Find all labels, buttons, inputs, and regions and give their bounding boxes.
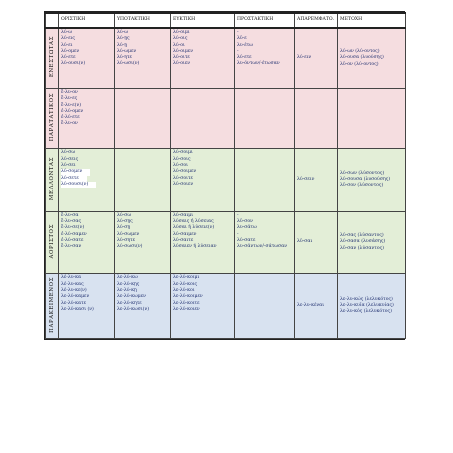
tense-label-cell [46, 149, 59, 212]
form-line: λύ-ετε [237, 55, 252, 61]
form-line: λύ-σατε [237, 238, 256, 244]
form-line: λύ-οιμεν [173, 48, 193, 54]
form-line: ἔ-λυ-σα [61, 212, 79, 218]
form-line: λύ-ειν [297, 55, 312, 61]
form-line: λύ-οις [173, 36, 188, 42]
form-line: λύ-σουσα (λυσούσης) [340, 176, 391, 182]
header-prostaktiki: ΠΡΟΣΤΑΚΤΙΚΗ [235, 13, 295, 28]
cell-euktiki [171, 149, 235, 212]
cell-metoxi [338, 149, 406, 212]
form-line: λε-λύ-κοιεν [173, 306, 200, 312]
cell-oristiki [59, 274, 115, 339]
form-line: λύ-ων (λύ-οντος) [340, 49, 380, 55]
form-line: λῦ-σον (λύσοντος) [340, 183, 384, 189]
form-line: ἔ-λυ-σαν [61, 244, 82, 250]
form-line: λυ-σάντων/-σάτωσαν [237, 244, 288, 250]
cell-oristiki [59, 88, 115, 148]
form-line: λύ-σοι [173, 162, 188, 168]
form-line: λῦ-ον (λύ-οντος) [340, 61, 379, 67]
cell-prostaktiki [235, 211, 295, 274]
form-line: ἔ-λυ-ες [61, 96, 78, 102]
conjugation-table [44, 11, 405, 340]
header-metoxi: ΜΕΤΟΧΗ [338, 13, 406, 28]
cell-prostaktiki [235, 149, 295, 212]
highlight-box: λύ-σουσι(ν) [61, 182, 96, 188]
cell-metoxi [338, 28, 406, 88]
verb-table [45, 12, 406, 339]
table-row [46, 88, 406, 148]
cell-euktiki [171, 88, 235, 148]
form-line: λῦ-σαν (λύσαντος) [340, 245, 384, 251]
form-line: ἐ-λύ-ετε [61, 115, 80, 121]
form-line: λε-λύ-κοιμεν [173, 294, 203, 300]
form-line: λε-λυ-κέναι [297, 303, 325, 309]
form-line: λε-λύ-κῃς [117, 281, 140, 287]
form-line: λυ-σάτω [237, 225, 257, 231]
cell-aparemfato [295, 88, 338, 148]
form-line: λύ-ει [61, 42, 73, 48]
highlight-box: λύ-σετε [61, 176, 87, 182]
form-line: - [237, 30, 239, 35]
tense-label: ΕΝΕΣΤΩΤΑΣ [48, 36, 55, 78]
cell-prostaktiki [235, 274, 295, 339]
form-line: ἔ-λυ-σας [61, 219, 82, 225]
form-line: λύ-σω [117, 212, 132, 218]
cell-metoxi [338, 88, 406, 148]
form-line: ἐ-λύ-σαμεν [61, 231, 87, 237]
form-line: λυ-έτω [237, 42, 253, 48]
cell-aparemfato [295, 274, 338, 339]
form-line: λύ-σοιτε [173, 175, 193, 181]
form-line: λέ-λυ-κε(ν) [61, 287, 87, 293]
form-line: λύ-σῃς [117, 219, 133, 225]
table-row [46, 28, 406, 88]
form-line: λύ-ῃ [117, 42, 128, 48]
cell-aparemfato [295, 211, 338, 274]
form-line: ἔ-λυ-ον [61, 89, 78, 95]
table-row [46, 149, 406, 212]
form-line: λύ-σασα (λυσάσης) [340, 239, 386, 245]
corner-cell [46, 13, 59, 28]
header-aparemfato: ΑΠΑΡΕΜΦΑΤΟ. [295, 13, 338, 28]
form-line: - [237, 212, 239, 218]
form-line: λύ-σοις [173, 156, 191, 162]
form-line: λύ-ουσι(ν) [61, 61, 86, 67]
form-line: λε-λυ-κός (λελυκότος) [340, 309, 392, 315]
form-line: λύ-σητε [117, 238, 136, 244]
form-line: λύ-εις [61, 36, 76, 42]
form-line: λε-λυ-κώς (λελυκότος) [340, 296, 393, 302]
tense-label: ΠΑΡΑΤΑΤΙΚΟΣ [48, 92, 55, 142]
form-line: λε-λύ-κοι [173, 287, 195, 293]
cell-euktiki [171, 211, 235, 274]
form-line: λύσαι ή λύσειε(ν) [173, 225, 215, 231]
form-line: λύ-οιεν [173, 61, 190, 67]
form-line: λῦ-σαι [297, 239, 313, 245]
tense-label-cell [46, 28, 59, 88]
form-line: ἔ-λυ-ον [61, 121, 78, 127]
table-row [46, 274, 406, 339]
form-line: λε-λύ-κωσι(ν) [117, 306, 150, 312]
form-line: λύ-οιμι [173, 30, 190, 35]
cell-oristiki [59, 28, 115, 88]
cell-aparemfato [295, 28, 338, 88]
form-line: λύ-σων (λύσοντος) [340, 170, 385, 176]
cell-metoxi [338, 211, 406, 274]
cell-ypotaktiki [115, 211, 171, 274]
cell-oristiki [59, 149, 115, 212]
highlight-box: λύ-σομεν [61, 169, 90, 175]
form-line: λυ-όντων/-έτωσαν [237, 61, 280, 67]
form-line: λύ-ω [117, 30, 129, 35]
form-line: ἐ-λύ-σατε [61, 238, 84, 244]
form-line: λύ-οι [173, 42, 185, 48]
form-line: λύ-σωμεν [117, 231, 140, 237]
form-line: λύ-σοιμεν [173, 169, 197, 175]
form-line: λε-λύ-κητε [117, 300, 142, 306]
form-line: ἐ-λύ-ομεν [61, 108, 84, 114]
form-line: λύ-σειν [297, 176, 315, 182]
form-line: λε-λύ-κω [117, 275, 138, 281]
form-line: λύ-ωσι(ν) [117, 61, 140, 67]
cell-euktiki [171, 28, 235, 88]
form-line: λῦ-ε [237, 36, 247, 42]
form-line: λύ-ητε [117, 55, 132, 61]
form-line: λύ-σαιμεν [173, 231, 197, 237]
header-oristiki: ΟΡΙΣΤΙΚΗ [59, 13, 115, 28]
form-line: - [237, 48, 239, 54]
cell-ypotaktiki [115, 149, 171, 212]
form-line: λε-λύ-κοιτε [173, 300, 200, 306]
form-line: λύ-ομεν [61, 48, 80, 54]
form-line: - [237, 231, 239, 237]
tense-label: ΠΑΡΑΚΕΙΜΕΝΟΣ [48, 276, 55, 333]
form-line: ἔ-λυ-ε(ν) [61, 102, 82, 108]
form-line: λε-λύ-κοις [173, 281, 198, 287]
form-line: λύσαιεν ή λύσειαν [173, 244, 217, 250]
form-line: λε-λύ-κωμεν [117, 294, 146, 300]
tense-label: ΑΟΡΙΣΤΟΣ [48, 223, 55, 259]
form-line: λέ-λυ-κας [61, 281, 84, 287]
form-line: λέ-λυ-κα [61, 275, 82, 281]
form-line: λῦ-σον [237, 219, 253, 225]
tense-label: ΜΕΛΛΟΝΤΑΣ [48, 156, 55, 200]
cell-metoxi [338, 274, 406, 339]
cell-ypotaktiki [115, 88, 171, 148]
form-line [61, 182, 112, 188]
header-row [46, 13, 406, 28]
form-line: λε-λύ-κῃ [117, 287, 137, 293]
header-ypotaktiki: ΥΠΟΤΑΚΤΙΚΗ [115, 13, 171, 28]
form-line: λύ-σοιμι [173, 150, 193, 156]
cell-oristiki [59, 211, 115, 274]
form-line: λύ-σῃ [117, 225, 131, 231]
tense-label-cell [46, 211, 59, 274]
cell-prostaktiki [235, 88, 295, 148]
form-line: λε-λύ-κοιμι [173, 275, 200, 281]
form-line: λύ-σωσι(ν) [117, 244, 143, 250]
form-line: λύ-σεις [61, 156, 79, 162]
cell-prostaktiki [235, 28, 295, 88]
form-line: λύ-οιτε [173, 55, 190, 61]
form-line: λύ-ουσα (λυούσης) [340, 55, 384, 61]
form-line: λύ-σει [61, 162, 76, 168]
form-line: λύσαις ή λύσειας [173, 219, 214, 225]
form-line: λύ-ωμεν [117, 48, 137, 54]
form-line: λύ-σοιεν [173, 181, 194, 187]
tense-label-cell [46, 88, 59, 148]
form-line: λύ-σας (λύσαντος) [340, 233, 384, 239]
cell-ypotaktiki [115, 274, 171, 339]
tense-label-cell [46, 274, 59, 339]
form-line: λε-λυ-κυῖα (λελυκυίας) [340, 303, 394, 309]
cell-euktiki [171, 274, 235, 339]
form-line: λε-λύ-κατε [61, 300, 86, 306]
form-line: λύ-ω [61, 30, 73, 35]
cell-aparemfato [295, 149, 338, 212]
form-line: λύ-σαιμι [173, 212, 194, 218]
form-line: λύ-ετε [61, 55, 76, 61]
form-line: λύ-ῃς [117, 36, 130, 42]
form-line: λε-λύ-καμεν [61, 294, 90, 300]
table-row [46, 211, 406, 274]
cell-ypotaktiki [115, 28, 171, 88]
form-line: λύ-σαιτε [173, 238, 194, 244]
header-euktiki: ΕΥΚΤΙΚΗ [171, 13, 235, 28]
form-line: ἔ-λυ-σε(ν) [61, 225, 85, 231]
table-body [46, 28, 406, 339]
form-line: λύ-σω [61, 150, 76, 156]
form-line: λε-λύ-κασι (ν) [61, 306, 94, 312]
